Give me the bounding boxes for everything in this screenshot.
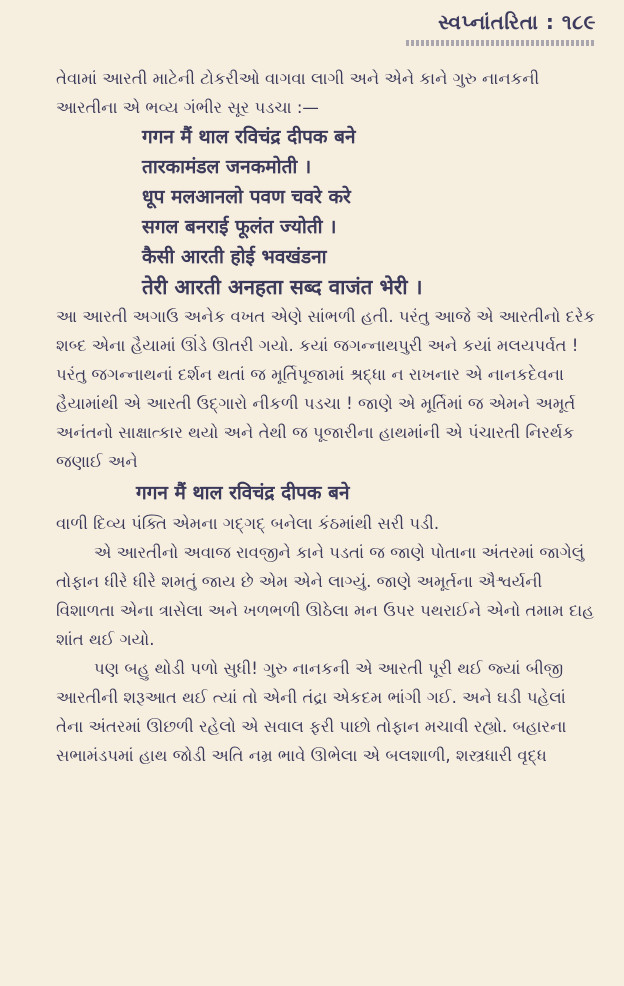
verse-line: धूप मलआनलो पवण चवरे करे [142, 186, 351, 208]
verse-line-repeat: गगन मैं थाल रविचंद्र दीपक बने [136, 482, 350, 504]
verse-block [56, 122, 596, 302]
paragraph-intro: તેવામાં આરતી માટેની ટોકરીઓ વાગવા લાગી અને એને કાને ગુરુ નાનકની આરતીના એ ભવ્ય ગંભીર સૂર પડચા :— [56, 69, 540, 117]
verse-line: कैसी आरती होई भवखंडना [142, 246, 327, 268]
paragraph-storm: પણ બહુ થોડી પળો સુધી! ગુરુ નાનકની એ આરતી પૂરી થઈ જ્યાં બીજી આરતીની શરૂઆત થઈ ત્યાં તો એની તંદ્રા એકદમ ભાંગી ગઈ. અને ઘડી પહેલાં તેના અંતરમાં ઊછળી રહેલો એ સવાલ ફરી પાછો તોફાન મચાવી રહ્યો. બહારના સભામંડપમાં હાથ જોડી અતિ નમ્ર ભાવે ઊભેલા એ બલશાળી, શસ્ત્રધારી વૃદ્ધ [56, 659, 567, 765]
paragraph-calm: એ આરતીનો અવાજ રાવજીને કાને પડતાં જ જાણે પોતાના અંતરમાં જાગેલું તોફાન ધીરે ધીરે શમતું જાય છે એમ એને લાગ્યું. જાણે અમૂર્તના ઐશ્વર્યની વિશાળતા એના ત્રાસેલા અને ખળભળી ઊઠેલા મન ઉપર પથરાઈને એનો તમામ દાહ શાંત થઈ ગયો. [56, 543, 594, 649]
verse-line: गगन मैं थाल रविचंद्र दीपक बने [142, 126, 356, 148]
header-ornament-rule [406, 40, 596, 46]
paragraph-reflection: આ આરતી અગાઉ અનેક વખત એણે સાંભળી હતી. પરંતુ આજે એ આરતીનો દરેક શબ્દ એના હૈયામાં ઊંડે ઊતરી ગયો. કયાં જગન્નાથપુરી અને કયાં મલયપર્વત ! પરંતુ જગન્નાથનાં દર્શન થતાં જ મૂર્તિપૂજામાં શ્રદ્ધા ન રાખનાર એ નાનકદેવના હૈયામાંથી એ આરતી ઉદ્ગારો નીકળી પડચા ! જાણે એ મૂર્તિમાં જ એમને અમૂર્ત અનંતનો સાક્ષાત્કાર થયો અને તેથી જ પૂજારીના હાથમાંની એ પંચારતી નિરર્થક જણાઈ અને [56, 307, 596, 471]
running-header: સ્વપ્નાંતરિતા : ૧૮૯ [438, 10, 596, 34]
verse-line: सगल बनराई फूलंत ज्योती । [142, 216, 337, 238]
paragraph-continuation: વાળી દિવ્ય પંક્તિ એમના ગદ્ગદ્ બનેલા કંઠમાંથી સરી પડી. [56, 514, 440, 533]
page-body [56, 64, 596, 770]
verse-line: तारकामंडल जनकमोती । [142, 156, 312, 178]
verse-line: तेरी आरती अनहता सब्द वाजंत भेरी । [142, 275, 423, 299]
